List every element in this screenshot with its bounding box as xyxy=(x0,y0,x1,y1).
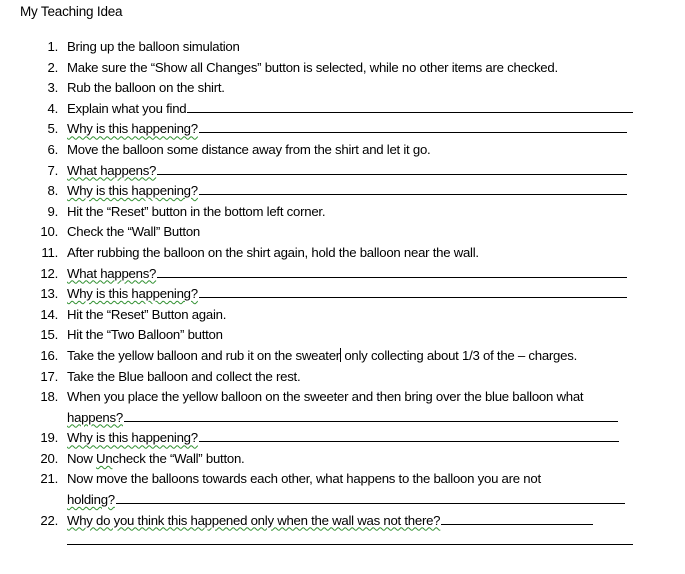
item-number: 9. xyxy=(47,203,58,219)
item-text: Why is this happening? xyxy=(67,121,198,137)
list-item xyxy=(0,449,685,470)
answer-blank[interactable] xyxy=(199,119,627,133)
answer-blank[interactable] xyxy=(441,511,593,525)
item-number: 8. xyxy=(47,183,58,199)
item-number: 16. xyxy=(40,347,58,363)
item-text-before: Now xyxy=(67,450,97,466)
item-number: 7. xyxy=(47,162,58,178)
item-text: Why do you think this happened only when the wall was not there? xyxy=(67,512,441,528)
item-text-line xyxy=(67,284,655,305)
list-item xyxy=(0,387,685,428)
item-text-line xyxy=(67,99,655,120)
item-number: 22. xyxy=(40,512,58,528)
document-title: My Teaching Idea xyxy=(20,4,123,19)
list-item xyxy=(0,367,685,388)
item-number: 1. xyxy=(47,39,58,54)
item-text-line xyxy=(67,449,655,470)
item-text: Now move the balloons towards each other, what happens to the balloon you are not xyxy=(67,471,541,487)
item-text: Check the “Wall” Button xyxy=(67,224,201,240)
answer-blank[interactable] xyxy=(157,161,627,175)
item-text-continued: happens? xyxy=(67,409,123,425)
item-number: 10. xyxy=(40,224,58,240)
answer-blank[interactable] xyxy=(199,284,627,298)
item-text-line xyxy=(67,119,655,140)
list-item xyxy=(0,119,685,140)
item-number: 2. xyxy=(47,59,58,75)
list-item xyxy=(0,140,685,161)
item-number: 15. xyxy=(40,327,58,343)
item-text-line xyxy=(67,428,655,449)
list-item xyxy=(0,78,685,99)
item-text-after-cursor: only collecting about 1/3 of the – charges. xyxy=(340,347,577,363)
item-text: Explain what you find xyxy=(67,100,187,116)
item-number: 5. xyxy=(47,121,58,137)
list-item xyxy=(0,305,685,326)
list-item xyxy=(0,37,685,58)
item-text-line xyxy=(67,346,655,367)
item-text: What happens? xyxy=(67,162,157,178)
answer-blank[interactable] xyxy=(116,490,625,504)
list-item xyxy=(0,161,685,182)
item-text-line xyxy=(67,181,655,202)
list-item xyxy=(0,264,685,285)
item-text-after: check the “Wall” button. xyxy=(112,450,245,466)
answer-blank[interactable] xyxy=(199,428,619,442)
list-item xyxy=(0,202,685,223)
item-text-line xyxy=(67,264,655,285)
item-number: 20. xyxy=(40,450,58,466)
item-text: What happens? xyxy=(67,265,157,281)
list-item xyxy=(0,284,685,305)
item-number: 17. xyxy=(40,368,58,384)
item-text-squiggled: Un xyxy=(96,450,113,466)
item-text-line xyxy=(67,511,655,532)
item-text: Make sure the “Show all Changes” button is selected, while no other items are checked. xyxy=(67,59,558,75)
answer-blank-extra-line[interactable] xyxy=(67,544,633,545)
item-number: 18. xyxy=(40,389,58,405)
item-text: Take the Blue balloon and collect the rest. xyxy=(67,368,301,384)
list-item xyxy=(0,346,685,367)
answer-blank[interactable] xyxy=(157,264,627,278)
item-number: 14. xyxy=(40,306,58,322)
item-text: Why is this happening? xyxy=(67,183,198,199)
item-number: 11. xyxy=(41,244,58,260)
item-number: 6. xyxy=(47,141,58,157)
list-item xyxy=(0,243,685,264)
item-text: Move the balloon some distance away from the shirt and let it go. xyxy=(67,141,431,157)
item-number: 21. xyxy=(40,471,58,487)
answer-blank[interactable] xyxy=(199,181,627,195)
list-item xyxy=(0,181,685,202)
item-text: Hit the “Reset” button in the bottom left corner. xyxy=(67,203,326,219)
item-text-before-cursor: Take the yellow balloon and rub it on the sweater xyxy=(67,347,340,363)
item-text: After rubbing the balloon on the shirt again, hold the balloon near the wall. xyxy=(67,244,479,260)
list-item xyxy=(0,428,685,449)
list-item xyxy=(0,99,685,120)
item-number: 19. xyxy=(40,430,58,446)
item-text-line xyxy=(67,408,655,429)
item-text-line xyxy=(67,490,655,511)
item-text: Why is this happening? xyxy=(67,286,198,302)
item-number: 13. xyxy=(40,286,58,302)
item-text-line xyxy=(67,161,655,182)
item-text: Hit the “Reset” Button again. xyxy=(67,306,227,322)
item-text: Hit the “Two Balloon” button xyxy=(67,327,223,343)
item-number: 4. xyxy=(47,100,58,116)
list-item xyxy=(0,469,685,510)
list-item xyxy=(0,511,685,532)
list-item xyxy=(0,58,685,79)
item-number: 3. xyxy=(47,80,58,96)
item-text: When you place the yellow balloon on the sweeter and then bring over the blue balloon what xyxy=(67,389,584,405)
list-item xyxy=(0,325,685,346)
item-text: Rub the balloon on the shirt. xyxy=(67,80,225,96)
answer-blank[interactable] xyxy=(124,408,618,422)
numbered-list xyxy=(0,37,685,531)
list-item xyxy=(0,222,685,243)
item-number: 12. xyxy=(40,265,58,281)
item-text: Why is this happening? xyxy=(67,430,198,446)
answer-blank[interactable] xyxy=(187,99,633,113)
item-text-continued: holding? xyxy=(67,492,115,508)
item-text: Bring up the balloon simulation xyxy=(67,39,240,54)
